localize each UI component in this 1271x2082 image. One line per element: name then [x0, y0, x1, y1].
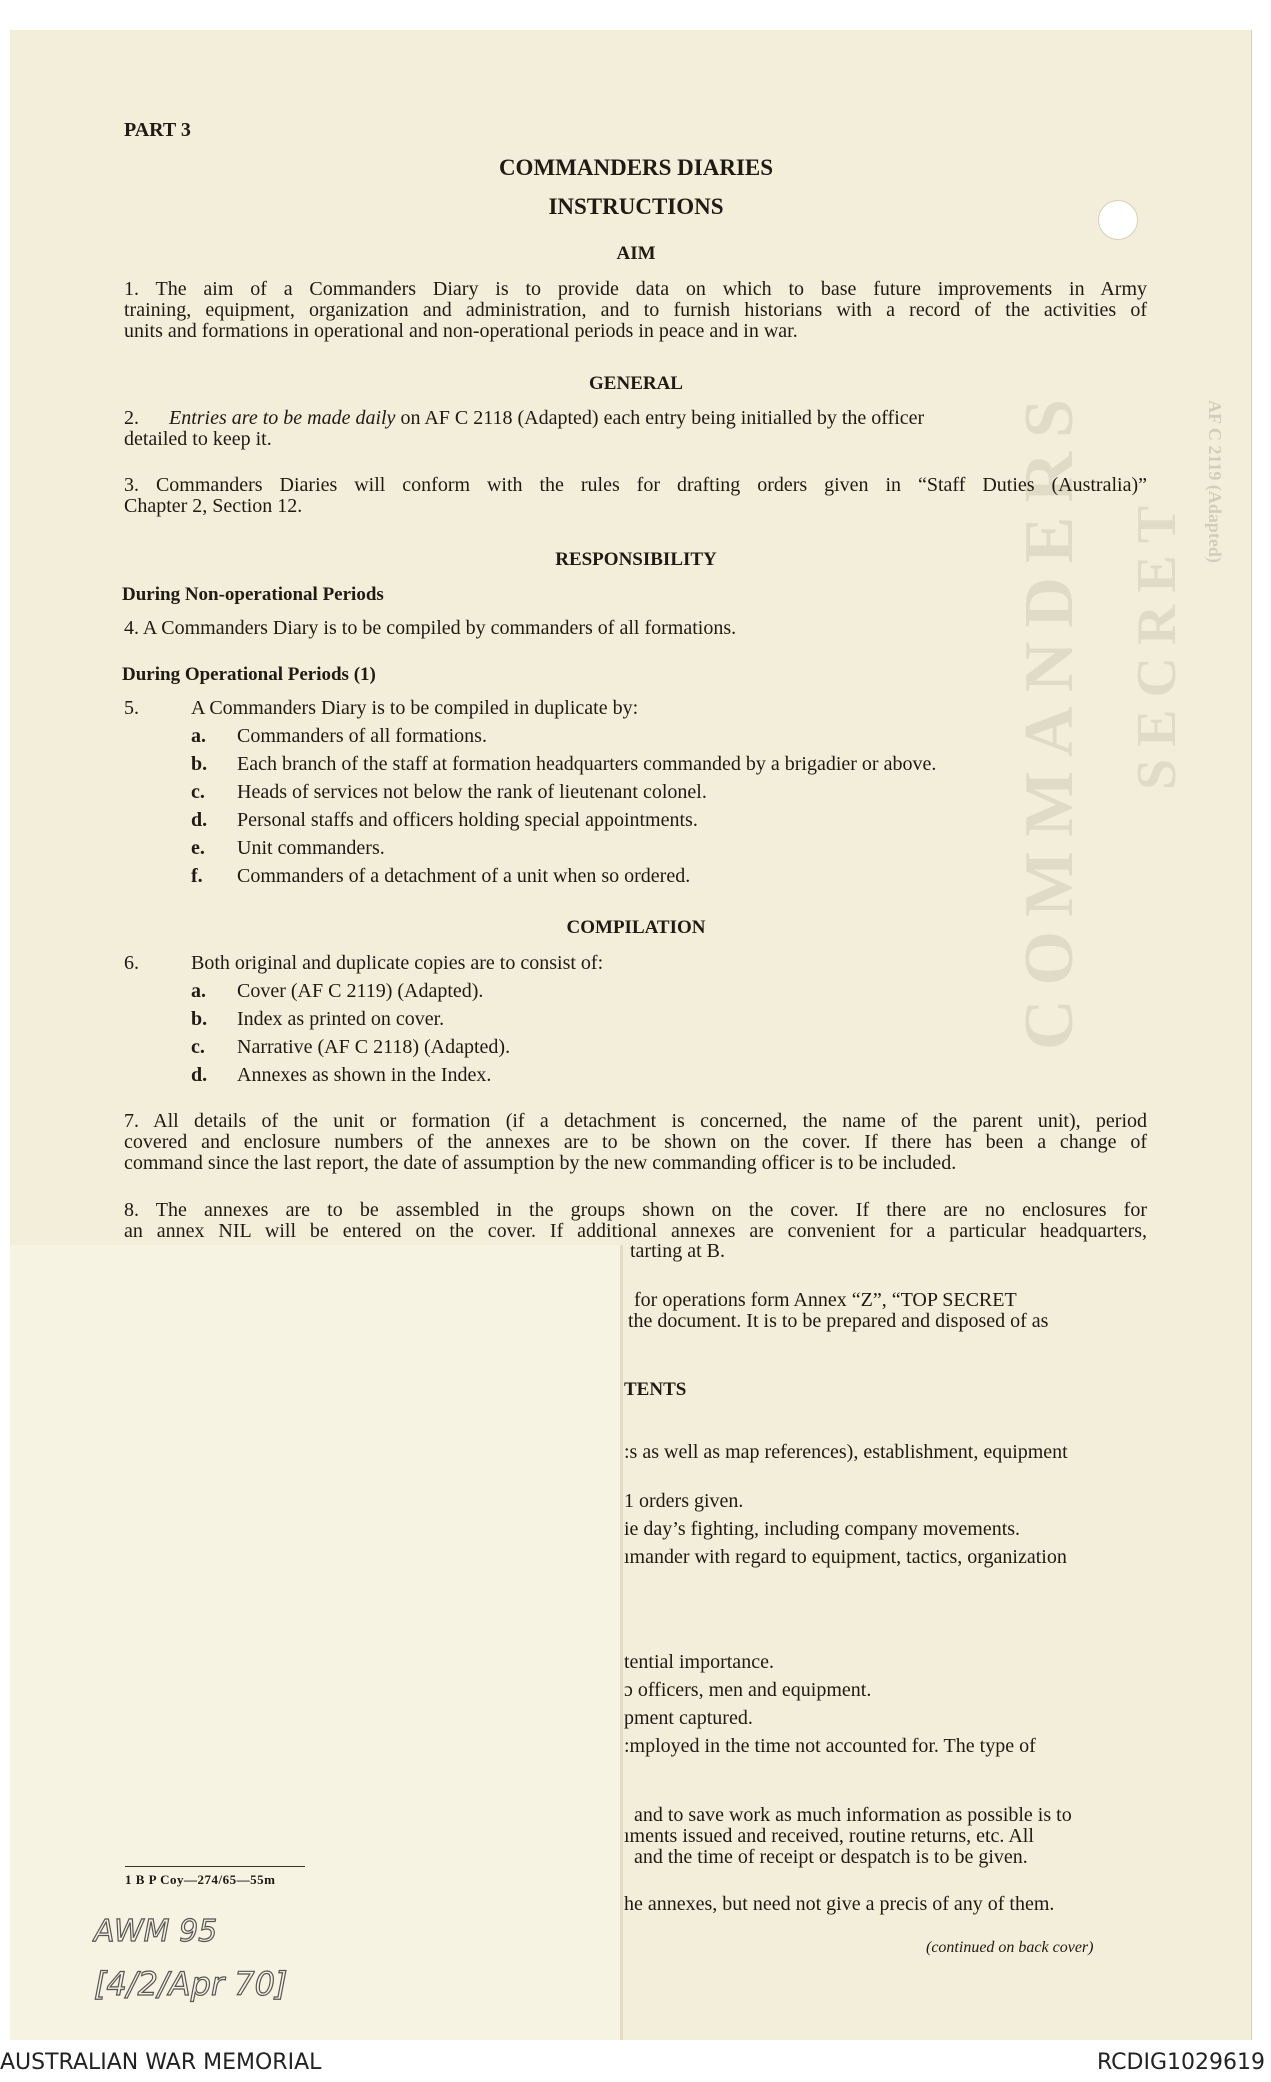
fragment-line: :s as well as map references), establishment, equipment — [624, 1441, 1068, 1463]
list-letter: a. — [191, 980, 206, 1002]
list-item: Commanders of a detachment of a unit when so ordered. — [237, 865, 691, 887]
handwriting-line-2: [4/2/Apr 70] — [94, 1965, 288, 2003]
fragment-line: and to save work as much information as possible is to — [634, 1804, 1072, 1826]
list-letter: d. — [191, 1064, 208, 1086]
list-item: Cover (AF C 2119) (Adapted). — [237, 980, 484, 1002]
printer-rule — [125, 1866, 305, 1867]
part-label: PART 3 — [124, 119, 191, 141]
heading-non-operational: During Non-operational Periods — [122, 584, 384, 605]
fragment-line: :mployed in the time not accounted for. The type of — [624, 1735, 1036, 1757]
para-8-line-1: 8. The annexes are to be assembled in the groups shown on the cover. If there are no enclosures for — [124, 1199, 1147, 1221]
section-heading-compilation: COMPILATION — [566, 917, 706, 938]
list-letter: c. — [191, 781, 205, 803]
page-subtitle: INSTRUCTIONS — [548, 194, 724, 219]
torn-edge-shadow — [620, 1245, 623, 2040]
bleed-through-form-number: AF C 2119 (Adapted) — [1205, 400, 1225, 563]
list-letter: a. — [191, 725, 206, 747]
list-item: Unit commanders. — [237, 837, 385, 859]
fragment-line: 1 orders given. — [624, 1490, 744, 1512]
fragment-line: he annexes, but need not give a precis of any of them. — [624, 1893, 1055, 1915]
list-item: Commanders of all formations. — [237, 725, 487, 747]
list-item: Annexes as shown in the Index. — [237, 1064, 492, 1086]
punch-hole — [1098, 200, 1138, 240]
list-letter: b. — [191, 1008, 208, 1030]
heading-operational: During Operational Periods (1) — [122, 664, 376, 685]
list-letter: c. — [191, 1036, 205, 1058]
para-5: A Commanders Diary is to be compiled in duplicate by: — [191, 697, 639, 719]
para-2-line-2: detailed to keep it. — [124, 428, 272, 450]
fragment-line: ie day’s fighting, including company movements. — [624, 1518, 1021, 1540]
fragment-line: ımander with regard to equipment, tactics, organization — [624, 1546, 1067, 1568]
fragment-line: tarting at B. — [630, 1240, 725, 1262]
bleed-through-commanders: COMMANDERS — [1011, 385, 1088, 1050]
list-item: Each branch of the staff at formation headquarters commanded by a brigadier or above. — [237, 753, 937, 775]
continued-note: (continued on back cover) — [926, 1939, 1094, 1956]
handwriting-line-1: AWM 95 — [94, 1914, 218, 1949]
list-item: Narrative (AF C 2118) (Adapted). — [237, 1036, 511, 1058]
handwritten-annotation — [92, 1905, 352, 2015]
para-8-line-2: an annex NIL will be entered on the cover. If additional annexes are convenient for a particular headquarters, — [124, 1220, 1147, 1242]
list-item: Index as printed on cover. — [237, 1008, 445, 1030]
para-2-emphasis: Entries are to be made daily — [169, 407, 396, 429]
section-heading-contents-partial: TENTS — [624, 1379, 687, 1400]
para-7-line-1: 7. All details of the unit or formation (if a detachment is concerned, the name of the parent unit), period — [124, 1110, 1147, 1132]
para-4: 4. A Commanders Diary is to be compiled by commanders of all formations. — [124, 617, 737, 639]
printer-imprint: 1 B P Coy—274/65—55m — [125, 1872, 276, 1887]
para-2-text: on AF C 2118 (Adapted) each entry being initialled by the officer — [395, 407, 925, 429]
para-7-line-2: covered and enclosure numbers of the annexes are to be shown on the cover. If there has been a change of — [124, 1131, 1147, 1153]
page-title: COMMANDERS DIARIES — [498, 155, 774, 180]
para-2-number: 2. — [124, 407, 139, 429]
para-1-line-1: 1. The aim of a Commanders Diary is to provide data on which to base future improvements in Army — [124, 278, 1147, 300]
fragment-line: and the time of receipt or despatch is to be given. — [634, 1846, 1028, 1868]
section-heading-aim: AIM — [616, 243, 656, 264]
footer-record-id: RCDIG1029619 — [1096, 2050, 1265, 2075]
bleed-through-secret: SECRET — [1126, 493, 1188, 790]
list-item: Heads of services not below the rank of lieutenant colonel. — [237, 781, 707, 803]
list-letter: d. — [191, 809, 208, 831]
list-letter: b. — [191, 753, 208, 775]
fragment-line: for operations form Annex “Z”, “TOP SECRET — [634, 1289, 1017, 1311]
list-item: Personal staffs and officers holding special appointments. — [237, 809, 698, 831]
para-1-line-3: units and formations in operational and non-operational periods in peace and in war. — [124, 320, 798, 342]
para-1-line-2: training, equipment, organization and administration, and to furnish historians with a record of the activities of — [124, 299, 1147, 321]
para-6-number: 6. — [124, 952, 139, 974]
section-heading-general: GENERAL — [589, 373, 683, 394]
footer-institution: AUSTRALIAN WAR MEMORIAL — [0, 2050, 322, 2075]
fragment-line: pment captured. — [624, 1707, 753, 1729]
fragment-line: ıments issued and received, routine returns, etc. All — [624, 1825, 1034, 1847]
fragment-line: the document. It is to be prepared and disposed of as — [628, 1310, 1049, 1332]
fragment-line: tential importance. — [624, 1651, 774, 1673]
fragment-line: ɔ officers, men and equipment. — [624, 1679, 872, 1701]
section-heading-responsibility: RESPONSIBILITY — [555, 549, 717, 570]
list-letter: f. — [191, 865, 203, 887]
para-2-line-1 — [124, 407, 1147, 429]
para-3-line-1: 3. Commanders Diaries will conform with the rules for drafting orders given in “Staff Duties (Australia)” — [124, 474, 1147, 496]
para-7-line-3: command since the last report, the date of assumption by the new commanding officer is to be included. — [124, 1152, 957, 1174]
list-letter: e. — [191, 837, 205, 859]
para-6: Both original and duplicate copies are to consist of: — [191, 952, 604, 974]
para-5-number: 5. — [124, 697, 139, 719]
para-3-line-2: Chapter 2, Section 12. — [124, 495, 303, 517]
